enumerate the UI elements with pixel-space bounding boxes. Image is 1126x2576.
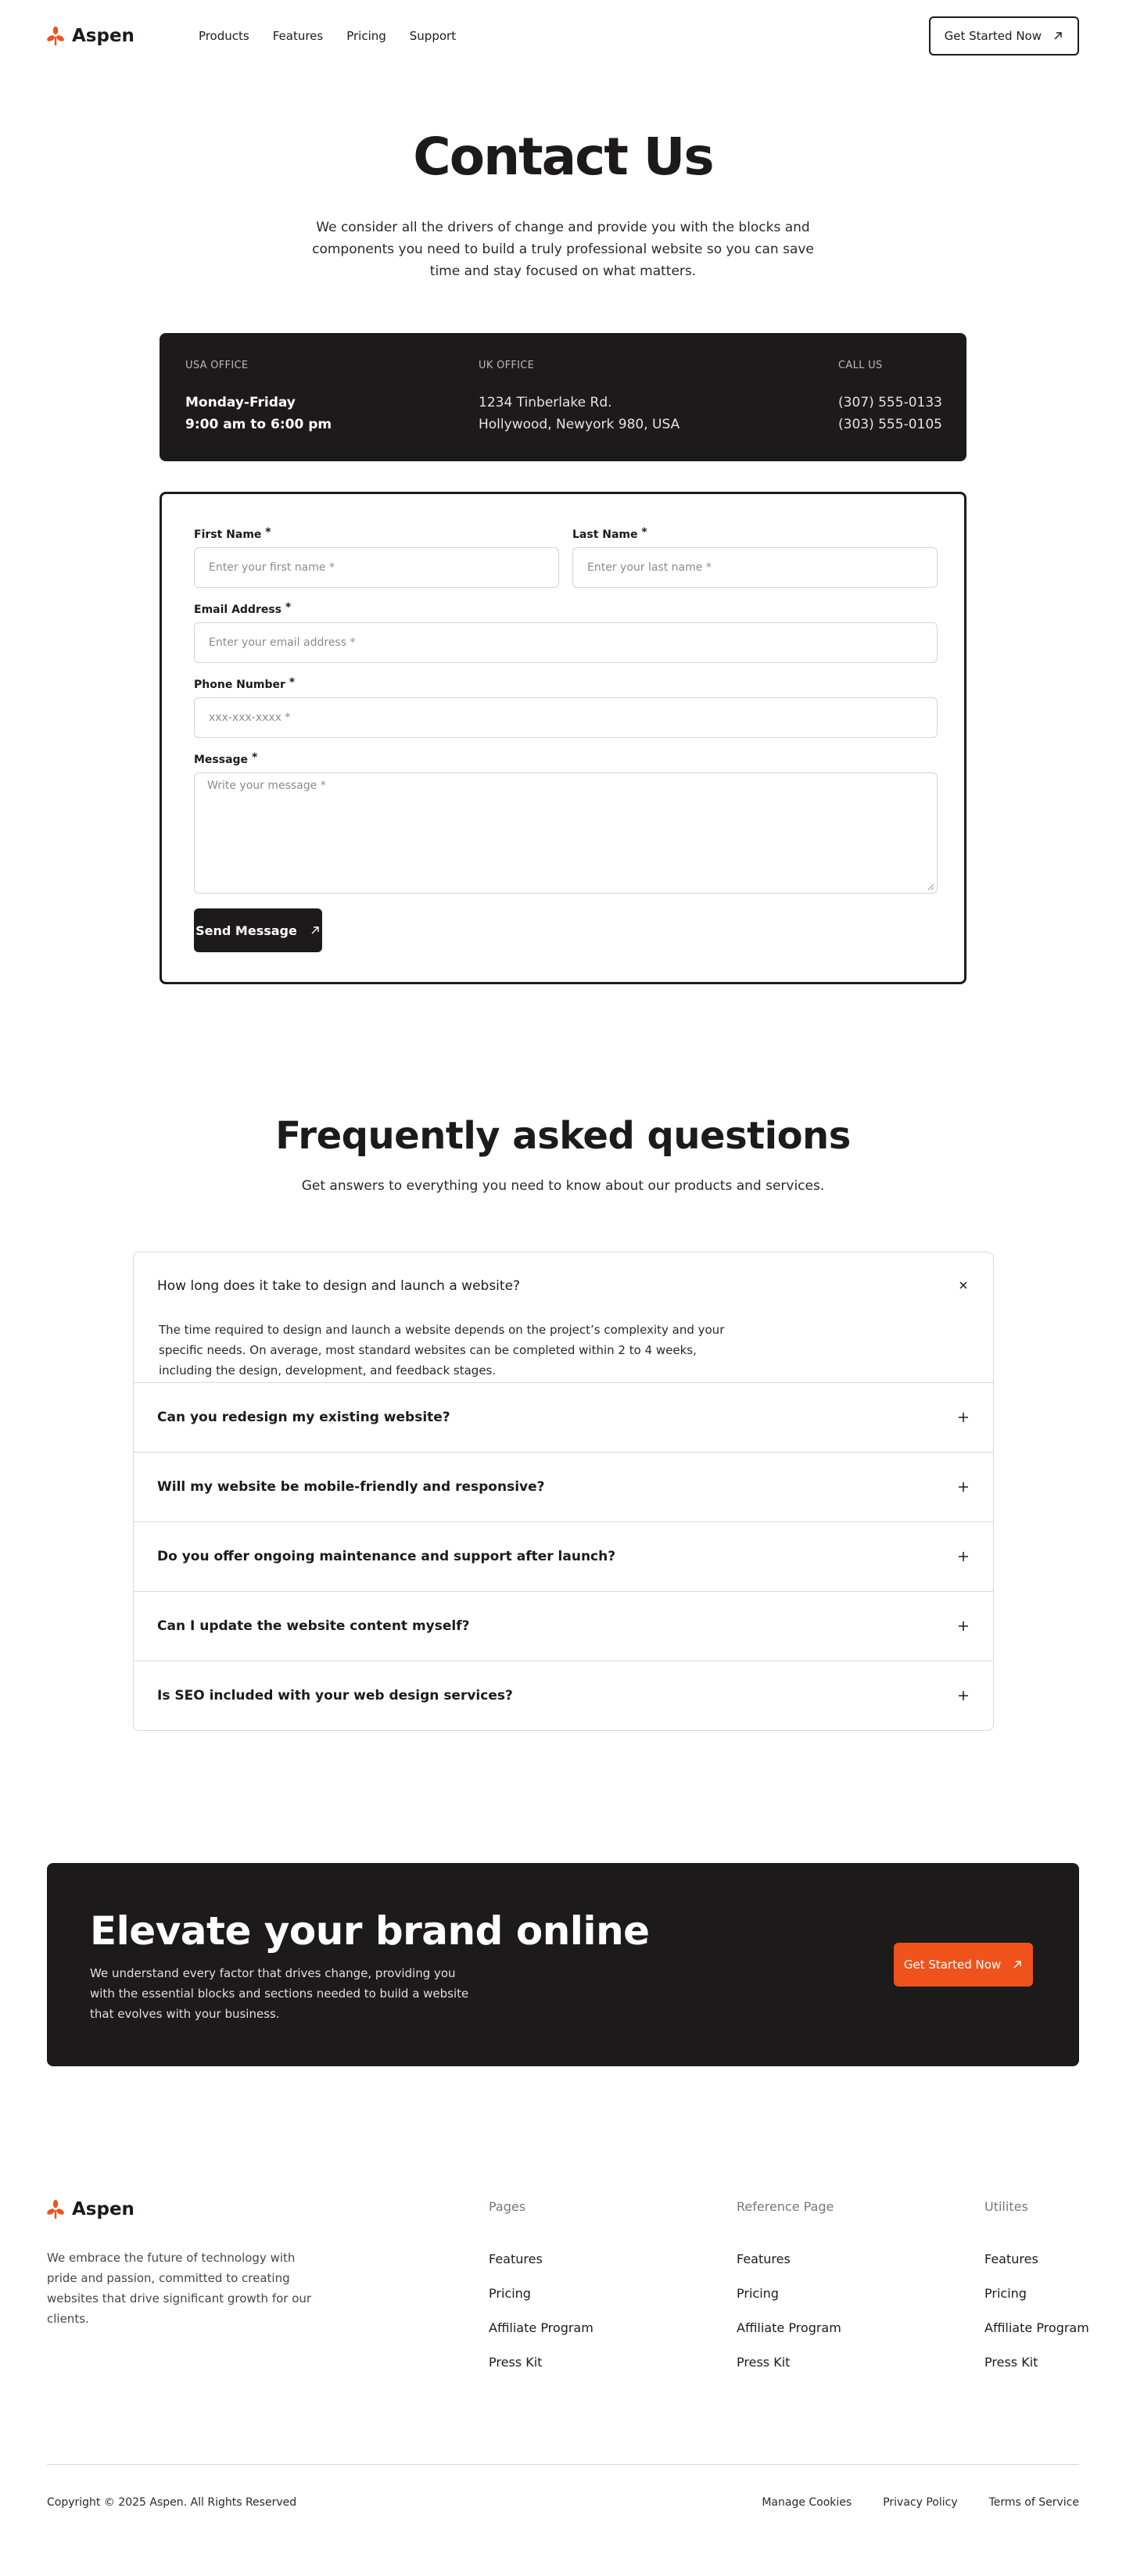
nav-pricing[interactable]: Pricing — [346, 29, 386, 43]
plus-icon[interactable] — [957, 1689, 970, 1702]
required-mark: * — [289, 676, 296, 689]
phone-input[interactable] — [194, 697, 938, 738]
plus-icon[interactable] — [957, 1550, 970, 1563]
faq-subtitle: Get answers to everything you need to know about our products and services. — [301, 1178, 825, 1194]
nav-support[interactable]: Support — [409, 29, 457, 43]
phone-number[interactable]: (307) 555-0133 — [838, 395, 942, 410]
faq-question[interactable]: Can I update the website content myself? — [157, 1618, 470, 1634]
terms-of-service-link[interactable]: Terms of Service — [988, 2496, 1079, 2509]
footer-link[interactable]: Press Kit — [489, 2355, 543, 2370]
label-text: Email Address — [194, 604, 282, 616]
page-title: Contact Us — [413, 127, 713, 187]
brand-name: Aspen — [72, 2199, 134, 2220]
office-line: 9:00 am to 6:00 pm — [185, 417, 332, 432]
message-textarea[interactable] — [194, 772, 938, 894]
hero-section — [0, 72, 1126, 282]
faq-question[interactable]: Can you redesign my existing website? — [157, 1410, 450, 1425]
footer-link[interactable]: Pricing — [984, 2286, 1027, 2301]
banner-cta-label: Get Started Now — [903, 1958, 1002, 1972]
placeholder: Enter your email address * — [209, 636, 356, 649]
office-label: USA OFFICE — [185, 360, 249, 371]
footer-description: We embrace the future of technology with pride and passion, committed to creating websites that drive significant growth for our clients. — [47, 2251, 312, 2326]
office-uk — [479, 360, 680, 435]
banner-get-started-button[interactable] — [894, 1943, 1033, 1987]
nav-features[interactable]: Features — [272, 29, 324, 43]
first-name-field — [194, 526, 559, 588]
footer-column-utilities — [984, 2199, 1089, 2389]
faq-answer: The time required to design and launch a website depends on the project’s complexity and your specific needs. On average, most standard websites can be completed within 2 to 4 weeks, including the design, development, and feedback stages. — [159, 1323, 725, 1378]
faq-item[interactable] — [134, 1592, 993, 1661]
banner-title: Elevate your brand online — [90, 1908, 650, 1954]
footer-column-heading: Reference Page — [737, 2199, 834, 2214]
message-label — [194, 751, 938, 766]
plus-icon[interactable] — [957, 1620, 970, 1632]
send-message-label: Send Message — [195, 923, 297, 938]
office-call — [838, 360, 942, 435]
footer-logo[interactable] — [47, 2199, 134, 2220]
label-text: Phone Number — [194, 679, 285, 691]
last-name-label — [572, 526, 938, 541]
get-started-button[interactable] — [929, 16, 1079, 56]
faq-title: Frequently asked questions — [275, 1114, 851, 1158]
arrow-up-right-icon — [310, 925, 321, 936]
main-nav — [199, 29, 456, 43]
office-label: UK OFFICE — [479, 360, 535, 371]
required-mark: * — [265, 526, 271, 539]
faq-item[interactable] — [134, 1661, 993, 1730]
last-name-input[interactable] — [572, 547, 938, 588]
first-name-label — [194, 526, 559, 541]
label-text: First Name — [194, 528, 262, 541]
plus-icon[interactable] — [957, 1411, 970, 1424]
phone-number[interactable]: (303) 555-0105 — [838, 417, 942, 432]
footer-link[interactable]: Features — [489, 2252, 543, 2266]
aspen-logo-icon — [47, 26, 64, 46]
brand-logo[interactable] — [47, 26, 134, 46]
placeholder: Write your message * — [207, 779, 326, 792]
placeholder: xxx-xxx-xxxx * — [209, 711, 291, 724]
footer-link[interactable]: Affiliate Program — [984, 2320, 1089, 2335]
first-name-input[interactable] — [194, 547, 559, 588]
arrow-up-right-icon — [1052, 30, 1063, 41]
office-line: 1234 Tinberlake Rd. — [479, 395, 612, 410]
footer-link[interactable]: Affiliate Program — [489, 2320, 593, 2335]
footer-link[interactable]: Pricing — [489, 2286, 531, 2301]
banner-text: We understand every factor that drives change, providing you with the essential blocks and sections needed to build a website that evolves with your business. — [90, 1966, 469, 2021]
site-header — [0, 0, 1126, 72]
footer-link[interactable]: Features — [737, 2252, 791, 2266]
privacy-policy-link[interactable]: Privacy Policy — [883, 2496, 958, 2509]
placeholder: Enter your first name * — [209, 561, 335, 574]
message-field — [194, 751, 938, 894]
label-text: Last Name — [572, 528, 638, 541]
last-name-field — [572, 526, 938, 588]
cta-banner — [47, 1863, 1079, 2066]
required-mark: * — [641, 526, 647, 539]
office-label: CALL US — [838, 360, 883, 371]
faq-question[interactable]: Is SEO included with your web design services? — [157, 1688, 513, 1704]
email-input[interactable] — [194, 622, 938, 663]
office-line: Hollywood, Newyork 980, USA — [479, 417, 680, 432]
faq-question[interactable]: Will my website be mobile-friendly and responsive? — [157, 1479, 545, 1495]
office-usa — [185, 360, 332, 435]
phone-field — [194, 676, 938, 738]
get-started-label: Get Started Now — [944, 29, 1042, 43]
required-mark: * — [251, 751, 258, 764]
office-info-band — [160, 333, 966, 461]
footer-divider — [47, 2464, 1079, 2465]
faq-question[interactable]: Do you offer ongoing maintenance and support after launch? — [157, 1549, 616, 1564]
footer-column-heading: Pages — [489, 2199, 526, 2214]
footer-link[interactable]: Features — [984, 2252, 1038, 2266]
legal-links — [762, 2496, 1079, 2509]
resize-grip-icon[interactable] — [927, 883, 934, 890]
email-label — [194, 601, 938, 616]
aspen-logo-icon — [47, 2199, 64, 2220]
footer-link[interactable]: Affiliate Program — [737, 2320, 841, 2335]
footer-column-pages — [489, 2199, 593, 2389]
label-text: Message — [194, 754, 249, 766]
plus-icon[interactable] — [957, 1481, 970, 1493]
placeholder: Enter your last name * — [587, 561, 712, 574]
close-icon[interactable] — [957, 1279, 970, 1292]
footer-link[interactable]: Press Kit — [984, 2355, 1038, 2370]
email-field — [194, 601, 938, 663]
brand-name: Aspen — [72, 26, 134, 46]
send-message-button[interactable] — [194, 908, 322, 952]
office-line: Monday-Friday — [185, 395, 296, 410]
footer-link[interactable]: Press Kit — [737, 2355, 791, 2370]
hero-subtitle: We consider all the drivers of change and provide you with the blocks and components you need to build a truly professional website so you can save time and stay focused on what matters. — [312, 220, 814, 279]
faq-item[interactable] — [134, 1453, 993, 1522]
footer-column-heading: Utilites — [984, 2199, 1028, 2214]
faq-list — [133, 1252, 994, 1731]
faq-question[interactable]: How long does it take to design and launch a website? — [157, 1278, 521, 1294]
manage-cookies-link[interactable]: Manage Cookies — [762, 2496, 852, 2509]
faq-item[interactable] — [134, 1383, 993, 1453]
footer-column-reference — [737, 2199, 841, 2389]
arrow-up-right-icon — [1012, 1959, 1023, 1970]
faq-item[interactable] — [134, 1522, 993, 1592]
contact-form — [160, 492, 966, 984]
copyright: Copyright © 2025 Aspen. All Rights Reserved — [47, 2496, 297, 2509]
phone-label — [194, 676, 938, 691]
footer-link[interactable]: Pricing — [737, 2286, 779, 2301]
nav-products[interactable]: Products — [198, 29, 249, 43]
required-mark: * — [285, 601, 292, 614]
faq-item[interactable] — [134, 1252, 993, 1383]
